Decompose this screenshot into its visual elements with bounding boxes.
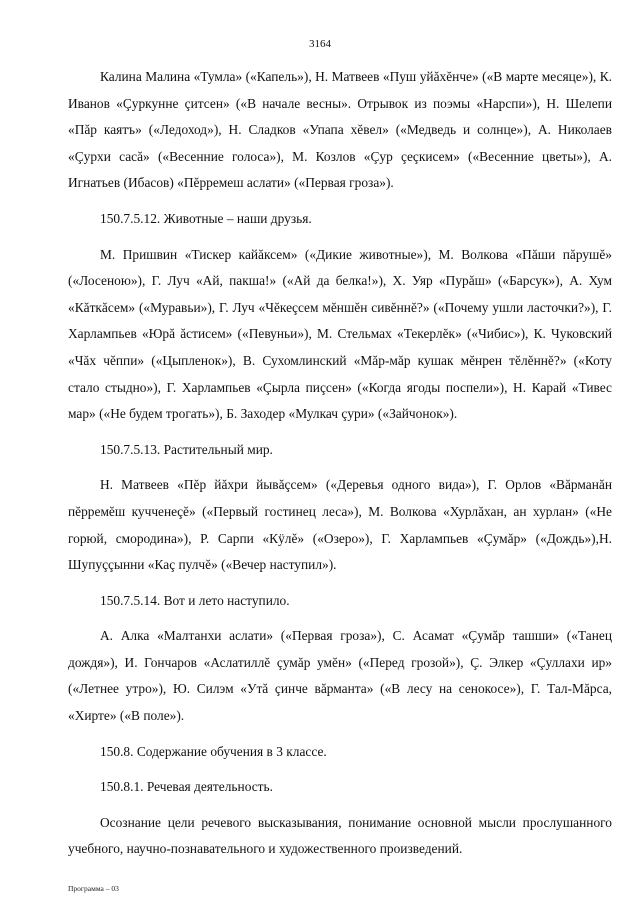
section-heading-animals: 150.7.5.12. Животные – наши друзья. [100, 210, 312, 226]
paragraph-summer-works: А. Алка «Малтанхи аслати» («Первая гроза»), С. Асамат «Çумăр ташши» («Танец дождя»), И. Гончаров «Аслатиллĕ çумăр умĕн» («Перед грозой»), Ç. Элкер «Çуллахи ир» («Летнее утро»), Ю. Силэм «Утă çинче вăрманта» («В лесу на сенокосе»), Г. Тал-Мăрса, «Хирте» («В поле»). [68, 628, 612, 724]
section-heading-summer: 150.7.5.14. Вот и лето наступило. [100, 592, 290, 608]
paragraph-speech-goals: Осознание цели речевого высказывания, понимание основной мысли прослушанного учебного, научно-познавательного и художественного произведений. [68, 814, 612, 857]
page-footer: Программа – 03 [68, 884, 119, 893]
paragraph-spring-works: Калина Малина «Тумла» («Капель»), Н. Матвеев «Пуш уйăхĕнче» («В марте месяце»), К. Иванов «Çуркунне çитсен» («В начале весны». Отрывок из поэмы «Нарспи»), Н. Шелепи «Пăр каятъ» («Ледоход»), Н. Сладков «Упапа хĕвел» («Медведь и солнце»), А. Николаев «Çурхи сасă» («Весенние голоса»), М. Козлов «Çур çеçкисем» («Весенние цветы»), А. Игнатьев (Ибасов) «Пĕрремеш аслати» («Первая гроза»). [68, 69, 612, 191]
section-heading-speech: 150.8.1. Речевая деятельность. [100, 779, 273, 795]
page-number: 3164 [309, 38, 331, 50]
paragraph-plants-works: Н. Матвеев «Пĕр йăхри йывăçсем» («Деревья одного вида»), Г. Орлов «Вăрманăн пĕрремĕш кучченеçĕ» («Первый гостинец леса»), М. Волкова «Хурлăхан, ан хурлан» («Не горюй, смородина»), Р. Сарпи «Кÿлĕ» («Озеро»), Г. Харлампьев «Çумăр» («Дождь»),Н. Шупуççынни «Каç пулчĕ» («Вечер наступил»). [68, 477, 612, 573]
section-heading-plants: 150.7.5.13. Растительный мир. [100, 441, 273, 457]
paragraph-animals-works: М. Пришвин «Тискер кайăксем» («Дикие животные»), М. Волкова «Пăши пăрушĕ» («Лосеною»), Г. Луч «Ай, пакша!» («Ай да белка!»), Х. Уяр «Пурăш» («Барсук»), А. Хум «Кăткăсем» («Муравьи»), Г. Луч «Чĕкеçсем мĕншĕн сивĕннĕ?» («Почему ушли ласточки?»), Г. Харлампьев «Юрă ăстисем» («Певуньи»), М. Стельмах «Текерлĕк» («Чибис»), К. Чуковский «Чăх чĕппи» («Цыпленок»), В. Сухомлинский «Мăр-мăр кушак мĕнрен тĕлĕннĕ?» («Коту стало стыдно»), Г. Харлампьев «Çырла пиçсен» («Когда ягоды поспели»), Н. Карай «Тивес мар» («Не будем трогать»), Б. Заходер «Мулкач çури» («Зайчонок»). [68, 246, 612, 422]
document-body [68, 64, 612, 863]
section-heading-grade3: 150.8. Содержание обучения в 3 классе. [100, 743, 327, 759]
